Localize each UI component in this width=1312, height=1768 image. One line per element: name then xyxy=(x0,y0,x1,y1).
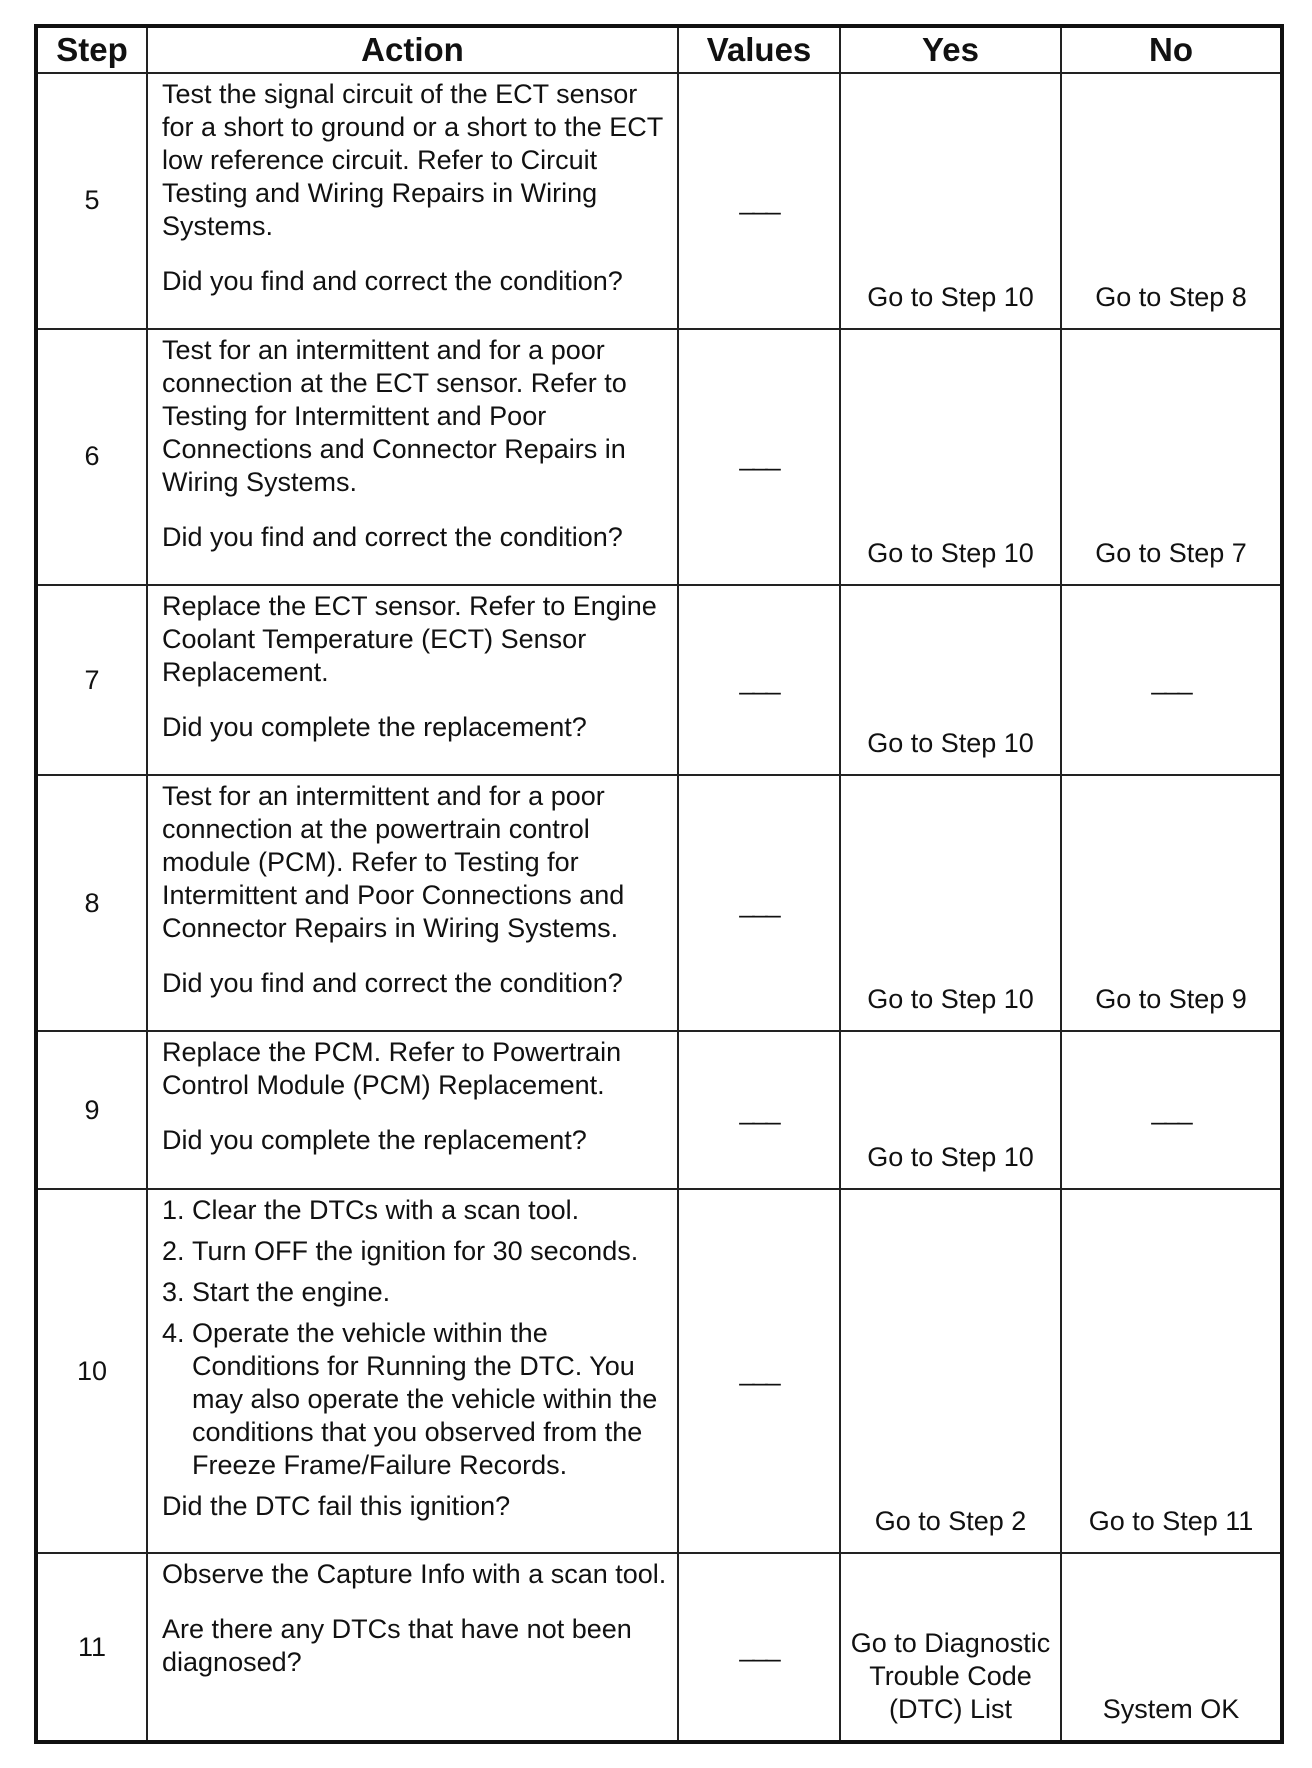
step-number: 10 xyxy=(36,1189,147,1553)
yes-cell: Go to Step 10 xyxy=(840,1031,1061,1189)
yes-cell: Go to Step 10 xyxy=(840,585,1061,776)
no-cell: ___ xyxy=(1061,585,1282,776)
no-cell: ___ xyxy=(1061,1031,1282,1189)
step-number: 5 xyxy=(36,73,147,329)
action-question: Did you find and correct the condition? xyxy=(162,266,623,296)
step-number: 8 xyxy=(36,775,147,1031)
table-row xyxy=(36,1031,1282,1189)
action-text: Test for an intermittent and for a poor connection at the powertrain control module (PCM). Refer to Testing for Intermittent and Poor Connections and Connector Repairs in Wiring Systems. xyxy=(162,781,625,944)
header-step: Step xyxy=(36,26,147,73)
table-row xyxy=(36,1553,1282,1742)
values-cell: ___ xyxy=(678,775,840,1031)
action-cell xyxy=(147,585,678,776)
list-item: 3. Start the engine. xyxy=(162,1276,391,1307)
header-yes: Yes xyxy=(840,26,1061,73)
table-row xyxy=(36,775,1282,1031)
action-text: Observe the Capture Info with a scan tool. xyxy=(162,1559,667,1590)
no-cell: Go to Step 11 xyxy=(1061,1189,1282,1553)
no-cell: Go to Step 9 xyxy=(1061,775,1282,1031)
action-cell xyxy=(147,1031,678,1189)
no-cell: Go to Step 8 xyxy=(1061,73,1282,329)
table-row xyxy=(36,585,1282,776)
action-question: Did you find and correct the condition? xyxy=(162,521,623,552)
diagnostic-table xyxy=(34,24,1284,1744)
step-number: 11 xyxy=(36,1553,147,1742)
step-number: 9 xyxy=(36,1031,147,1189)
yes-cell: Go to Diagnostic Trouble Code (DTC) List xyxy=(840,1553,1061,1742)
action-cell xyxy=(147,775,678,1031)
list-item: 1. Clear the DTCs with a scan tool. xyxy=(162,1194,580,1225)
values-cell: ___ xyxy=(678,1031,840,1189)
action-cell xyxy=(147,73,678,329)
action-question: Did the DTC fail this ignition? xyxy=(162,1490,511,1521)
values-cell: ___ xyxy=(678,585,840,776)
table-row xyxy=(36,329,1282,585)
list-item: 2. Turn OFF the ignition for 30 seconds. xyxy=(162,1235,639,1266)
yes-cell: Go to Step 10 xyxy=(840,73,1061,329)
yes-cell: Go to Step 2 xyxy=(840,1189,1061,1553)
header-no: No xyxy=(1061,26,1282,73)
action-question: Did you find and correct the condition? xyxy=(162,968,623,999)
list-item: 4. Operate the vehicle within the Conditions for Running the DTC. You may also operate the vehicle within the conditions that you observed from the Freeze Frame/Failure Records. xyxy=(162,1317,658,1480)
action-cell xyxy=(147,1189,678,1553)
yes-cell: Go to Step 10 xyxy=(840,775,1061,1031)
table-row xyxy=(36,1189,1282,1553)
values-cell: ___ xyxy=(678,1189,840,1553)
action-question: Are there any DTCs that have not been diagnosed? xyxy=(162,1614,632,1678)
action-cell xyxy=(147,329,678,585)
values-cell: ___ xyxy=(678,73,840,329)
header-action: Action xyxy=(147,26,678,73)
action-text: Test for an intermittent and for a poor connection at the ECT sensor. Refer to Testing for Intermittent and Poor Connections and Connector Repairs in Wiring Systems. xyxy=(162,334,627,497)
header-values: Values xyxy=(678,26,840,73)
action-cell xyxy=(147,1553,678,1742)
no-cell: System OK xyxy=(1061,1553,1282,1742)
action-text: Test the signal circuit of the ECT sensor for a short to ground or a short to the ECT low reference circuit. Refer to Circuit Testing and Wiring Repairs in Wiring Systems. xyxy=(162,79,663,241)
action-text: Replace the PCM. Refer to Powertrain Control Module (PCM) Replacement. xyxy=(162,1037,622,1101)
table-row xyxy=(36,73,1282,329)
header-row xyxy=(36,26,1282,73)
values-cell: ___ xyxy=(678,329,840,585)
values-cell: ___ xyxy=(678,1553,840,1742)
step-number: 6 xyxy=(36,329,147,585)
action-text: Replace the ECT sensor. Refer to Engine Coolant Temperature (ECT) Sensor Replacement. xyxy=(162,590,657,687)
yes-cell: Go to Step 10 xyxy=(840,329,1061,585)
no-cell: Go to Step 7 xyxy=(1061,329,1282,585)
step-number: 7 xyxy=(36,585,147,776)
action-question: Did you complete the replacement? xyxy=(162,711,587,742)
action-steps-list xyxy=(162,1194,667,1482)
action-question: Did you complete the replacement? xyxy=(162,1125,587,1156)
